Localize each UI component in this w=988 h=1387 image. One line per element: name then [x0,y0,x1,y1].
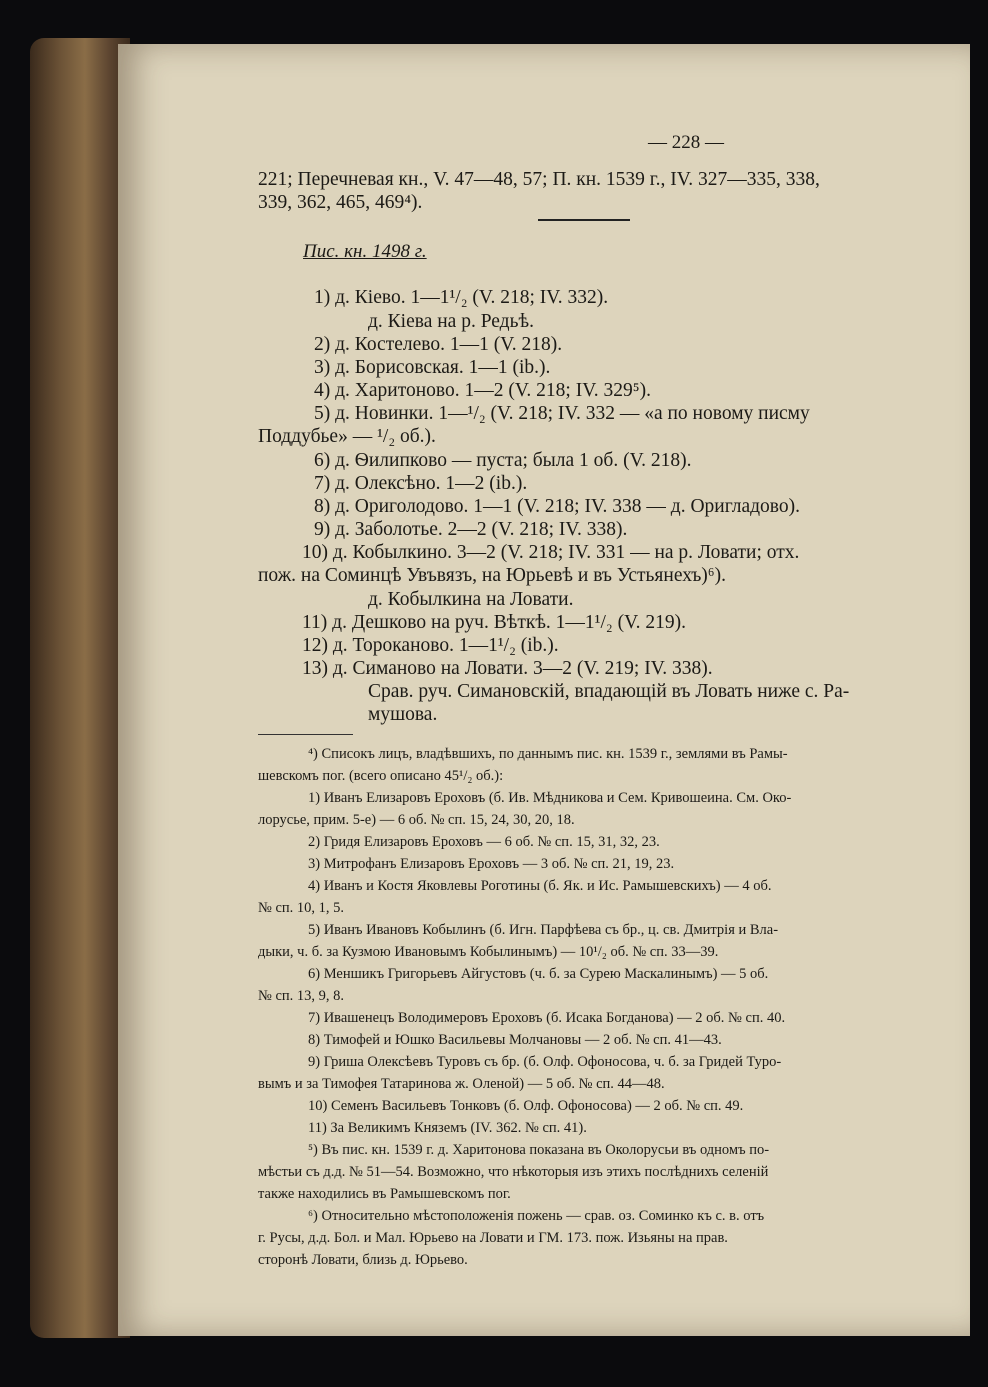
footnote-line: 2) Гридя Елизаровъ Ероховъ — 6 об. № сп. 15, 31, 32, 23. [308,834,660,850]
footnote-line: мѣстьи съ д.д. № 51—54. Возможно, что нѣкоторыя изъ этихъ послѣднихъ селеній [258,1164,769,1180]
footnote-line: 9) Гриша Олексѣевъ Туровъ съ бр. (б. Олф. Офоносова, ч. б. за Гридей Туро- [308,1054,782,1070]
entry-line: 2) д. Костелево. 1—1 (V. 218). [314,334,563,355]
footnote-line: 5) Иванъ Ивановъ Кобылинъ (б. Игн. Парфѣева съ бр., ц. св. Дмитрія и Вла- [308,922,779,938]
entry-line: 8) д. Ориголодово. 1—1 (V. 218; IV. 338 — д. Оригладово). [314,496,800,517]
footnote-line: 4) Иванъ и Костя Яковлевы Роготины (б. Як. и Ис. Рамышевскихъ) — 4 об. [308,878,772,894]
footnote-line: сторонѣ Ловати, близь д. Юрьево. [258,1252,468,1268]
entry-line: 11) д. Дешково на руч. Вѣткѣ. 1—1¹/₂ (V. 219). [302,612,687,633]
section-divider [538,219,630,221]
entry-line: 10) д. Кобылкино. 3—2 (V. 218; IV. 331 — на р. Ловати; отх. [302,542,800,563]
footnote-line: дыки, ч. б. за Кузмою Ивановымъ Кобылинымъ) — 10¹/₂ об. № сп. 33—39. [258,944,719,960]
footnote-line: ⁵) Въ пис. кн. 1539 г. д. Харитонова показана въ Околорусьи въ одномъ по- [308,1142,770,1158]
entry-line: 7) д. Олексѣно. 1—2 (ib.). [314,473,528,494]
intro-line: 339, 362, 465, 469⁴). [258,192,423,213]
entry-line: 9) д. Заболотье. 2—2 (V. 218; IV. 338). [314,519,628,540]
footnote-line: вымъ и за Тимофея Татаринова ж. Оленой) — 5 об. № сп. 44—48. [258,1076,665,1092]
book-edge [30,38,130,1338]
footnote-divider [258,734,353,735]
page-number: — 228 — [648,132,724,153]
entry-line: 6) д. Ѳилипково — пуста; была 1 об. (V. 218). [314,450,692,471]
footnote-line: 3) Митрофанъ Елизаровъ Ероховъ — 3 об. № сп. 21, 19, 23. [308,856,675,872]
footnote-line: ⁶) Относительно мѣстоположенія пожень — срав. оз. Соминко къ с. в. отъ [308,1208,765,1224]
footnote-line: 7) Ивашенецъ Володимеровъ Ероховъ (б. Исака Богданова) — 2 об. № сп. 40. [308,1010,786,1026]
entry-line: д. Кобылкина на Ловати. [368,589,574,610]
entry-line: пож. на Соминцѣ Увъвязъ, на Юрьевѣ и въ Устьянехъ)⁶). [258,565,726,586]
intro-line: 221; Перечневая кн., V. 47—48, 57; П. кн. 1539 г., IV. 327—335, 338, [258,169,820,190]
footnote-line: шевскомъ пог. (всего описано 45¹/₂ об.): [258,768,504,784]
book-page [118,44,970,1336]
entry-line: 4) д. Харитоново. 1—2 (V. 218; IV. 329⁵). [314,380,651,401]
footnote-line: 8) Тимофей и Юшко Васильевы Молчановы — 2 об. № сп. 41—43. [308,1032,722,1048]
footnote-line: 6) Меншикъ Григорьевъ Айгустовъ (ч. б. за Сурею Маскалинымъ) — 5 об. [308,966,769,982]
footnote-line: № сп. 13, 9, 8. [258,988,345,1004]
footnote-line: 1) Иванъ Елизаровъ Ероховъ (б. Ив. Мѣдникова и Сем. Кривошеина. См. Око- [308,790,792,806]
entry-line: Поддубье» — ¹/₂ об.). [258,426,436,447]
footnote-line: г. Русы, д.д. Бол. и Мал. Юрьево на Ловати и ГМ. 173. пож. Изьяны на прав. [258,1230,728,1246]
footnote-line: 11) За Великимъ Княземъ (IV. 362. № сп. 41). [308,1120,587,1136]
entry-line: мушова. [368,704,438,725]
entry-line: Срав. руч. Симановскій, впадающій въ Ловать ниже с. Ра- [368,681,850,702]
footnote-line: ⁴) Списокъ лицъ, владѣвшихъ, по даннымъ пис. кн. 1539 г., землями въ Рамы- [308,746,788,762]
footnote-line: № сп. 10, 1, 5. [258,900,345,916]
footnote-line: также находились въ Рамышевскомъ пог. [258,1186,511,1202]
entry-line: 5) д. Новинки. 1—¹/₂ (V. 218; IV. 332 — «а по новому писму [314,403,810,424]
entry-line: 12) д. Тороканово. 1—1¹/₂ (ib.). [302,635,559,656]
entry-line: 13) д. Симаново на Ловати. 3—2 (V. 219; IV. 338). [302,658,713,679]
section-heading: Пис. кн. 1498 г. [303,241,427,262]
entry-line: 1) д. Кіево. 1—1¹/₂ (V. 218; IV. 332). [314,287,609,308]
entry-line: д. Кіева на р. Редьѣ. [368,311,534,332]
footnote-line: 10) Семенъ Васильевъ Тонковъ (б. Олф. Офоносова) — 2 об. № сп. 49. [308,1098,744,1114]
entry-line: 3) д. Борисовская. 1—1 (ib.). [314,357,551,378]
footnote-line: лорусье, прим. 5-е) — 6 об. № сп. 15, 24, 30, 20, 18. [258,812,575,828]
